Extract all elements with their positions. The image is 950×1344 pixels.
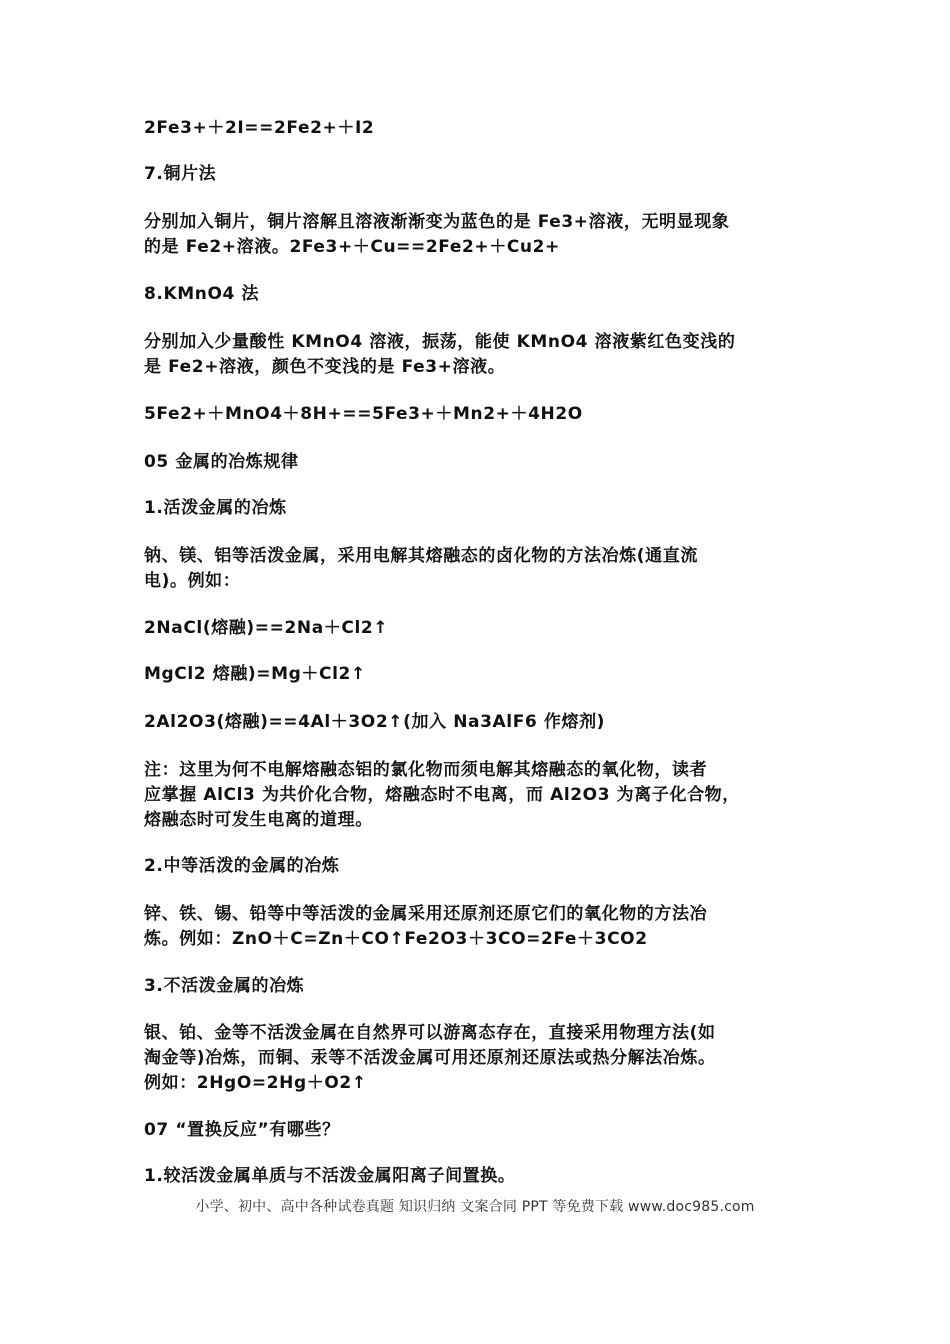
subsection-heading: 3.不活泼金属的冶炼: [144, 976, 305, 996]
paragraph-line: 锌、铁、锡、铅等中等活泼的金属采用还原剂还原它们的氧化物的方法冶: [144, 904, 708, 924]
section-heading: 07 “置换反应”有哪些？: [144, 1120, 340, 1140]
paragraph-line: 电)。例如：: [144, 571, 241, 591]
paragraph-line: 钠、镁、铝等活泼金属，采用电解其熔融态的卤化物的方法冶炼(通直流: [144, 546, 698, 566]
subsection-heading: 1.活泼金属的冶炼: [144, 498, 287, 518]
equation-line: 2Al2O3(熔融)==4Al＋3O2↑(加入 Na3AlF6 作熔剂): [144, 712, 606, 732]
note-line: 熔融态时可发生电离的道理。: [144, 810, 373, 830]
section-heading: 05 金属的冶炼规律: [144, 452, 299, 472]
equation-line: MgCl2 熔融)=Mg＋Cl2↑: [144, 664, 366, 684]
paragraph-line: 炼。例如：ZnO＋C=Zn＋CO↑Fe2O3＋3CO=2Fe＋3CO2: [144, 929, 648, 949]
paragraph-line: 的是 Fe2+溶液。2Fe3+＋Cu==2Fe2+＋Cu2+: [144, 237, 560, 257]
note-line: 注：这里为何不电解熔融态铝的氯化物而须电解其熔融态的氧化物，读者: [144, 760, 708, 780]
equation-line: 5Fe2+＋MnO4＋8H+==5Fe3+＋Mn2+＋4H2O: [144, 404, 583, 424]
paragraph-line: 银、铂、金等不活泼金属在自然界可以游离态存在，直接采用物理方法(如: [144, 1023, 716, 1043]
equation-line: 2NaCl(熔融)==2Na＋Cl2↑: [144, 618, 389, 638]
subsection-heading: 2.中等活泼的金属的冶炼: [144, 856, 340, 876]
paragraph-line: 淘金等)冶炼，而铜、汞等不活泼金属可用还原剂还原法或热分解法冶炼。: [144, 1048, 716, 1068]
paragraph-line: 分别加入少量酸性 KMnO4 溶液，振荡，能使 KMnO4 溶液紫红色变浅的: [144, 332, 736, 352]
equation-line: 2Fe3+＋2I==2Fe2+＋I2: [144, 118, 375, 138]
subsection-heading: 1.较活泼金属单质与不活泼金属阳离子间置换。: [144, 1166, 516, 1186]
method-heading: 8.KMnO4 法: [144, 284, 260, 304]
paragraph-line: 分别加入铜片，铜片溶解且溶液渐渐变为蓝色的是 Fe3+溶液，无明显现象: [144, 212, 730, 232]
page-footer: 小学、初中、高中各种试卷真题 知识归纳 文案合同 PPT 等免费下载 www.doc985.com: [195, 1199, 755, 1215]
paragraph-line: 是 Fe2+溶液，颜色不变浅的是 Fe3+溶液。: [144, 357, 506, 377]
method-heading: 7.铜片法: [144, 164, 217, 184]
paragraph-line: 例如：2HgO=2Hg＋O2↑: [144, 1073, 367, 1093]
note-line: 应掌握 AlCl3 为共价化合物，熔融态时不电离，而 Al2O3 为离子化合物，: [144, 785, 740, 805]
